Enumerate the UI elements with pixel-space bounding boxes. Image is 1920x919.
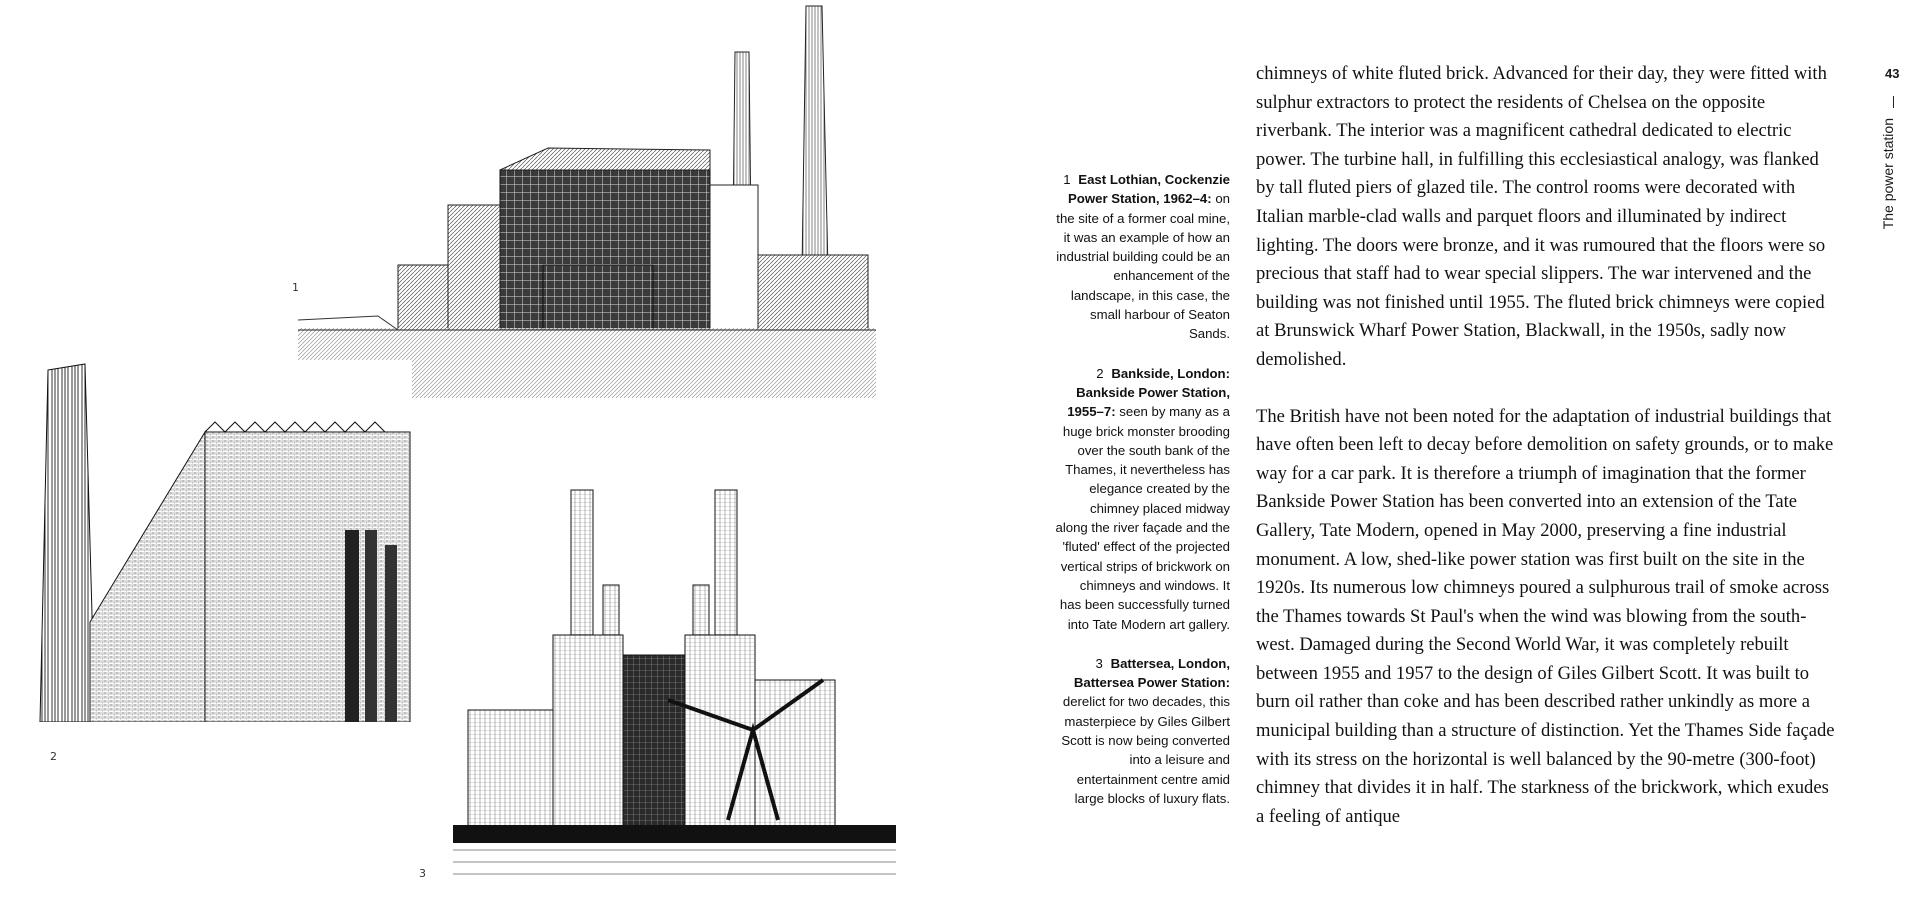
caption-1-text: on the site of a former coal mine, it was an example of how an industrial building could be an enhancement of the landscape, in this case, the small harbour of Seaton Sands. <box>1056 191 1230 342</box>
running-head-text: The power station <box>1880 118 1896 230</box>
caption-1-title: East Lothian, Cockenzie Power Station, 1962–4: <box>1068 172 1230 207</box>
caption-2-title: Bankside, London: Bankside Power Station, 1955–7: <box>1067 365 1230 420</box>
figure-captions <box>1055 170 1230 828</box>
figure-2-number: 2 <box>50 750 57 763</box>
figure-2-bankside-illustration <box>0 360 412 722</box>
caption-3-text: derelict for two decades, this masterpiece by Giles Gilbert Scott is now being converted into a leisure and entertainment centre amid large blocks of luxury flats. <box>1061 694 1230 806</box>
figure-3-battersea-illustration <box>453 430 896 882</box>
figure-1-cockenzie-illustration <box>298 0 876 398</box>
running-head <box>1880 118 1894 228</box>
caption-1 <box>1055 170 1230 344</box>
figure-1-number: 1 <box>292 281 299 294</box>
running-head-rule <box>1893 96 1894 108</box>
body-paragraph-1: chimneys of white fluted brick. Advanced for their day, they were fitted with sulphur extractors to protect the residents of Chelsea on the opposite riverbank. The interior was a magnificent cathedral dedicated to electric power. The turbine hall, in fulfilling this ecclesiastical analogy, was flanked by tall fluted piers of glazed tile. The control rooms were decorated with Italian marble-clad walls and parquet floors and illuminated by indirect lighting. The doors were bronze, and it was rumoured that the floors were so precious that staff had to wear special slippers. The war intervened and the building was not finished until 1955. The fluted brick chimneys were copied at Brunswick Wharf Power Station, Blackwall, in the 1950s, sadly now demolished. <box>1256 63 1827 370</box>
caption-3 <box>1055 654 1230 808</box>
caption-2-number: 2 <box>1096 365 1104 381</box>
caption-2 <box>1055 364 1230 634</box>
caption-3-title: Battersea, London, Battersea Power Station: <box>1073 655 1230 691</box>
caption-1-number: 1 <box>1063 172 1071 187</box>
figure-3-number: 3 <box>419 867 426 880</box>
body-text <box>1256 60 1838 859</box>
caption-2-text: seen by many as a huge brick monster brooding over the south bank of the Thames, it nevertheless has elegance created by the chimney placed midway along the river façade and the 'fluted' effect of the projected vertical strips of brickwork on chimneys and windows. It has been successfully turned into Tate Modern art gallery. <box>1055 404 1230 632</box>
body-paragraph-2: The British have not been noted for the adaptation of industrial buildings that have often been left to decay before demolition on safety grounds, or to make way for a car park. It is therefore a triumph of imagination that the former Bankside Power Station has been converted into an extension of the Tate Gallery, Tate Modern, opened in May 2000, preserving a fine industrial monument. A low, shed-like power station was first built on the site in the 1920s. Its numerous low chimneys poured a sulphurous trail of smoke across the Thames towards St Paul's when the wind was blowing from the south-west. Damaged during the Second World War, it was completely rebuilt between 1955 and 1957 to the design of Giles Gilbert Scott. It was built to burn oil rather than coke and has been described rather unkindly as more a municipal building than a structure of distinction. Yet the Thames Side façade with its stress on the horizontal is well balanced by the 90-metre (300-foot) chimney that divides it in half. The starkness of the brickwork, which exudes a feeling of antique <box>1256 405 1835 827</box>
caption-3-number: 3 <box>1095 655 1103 671</box>
page-number: 43 <box>1885 66 1900 81</box>
